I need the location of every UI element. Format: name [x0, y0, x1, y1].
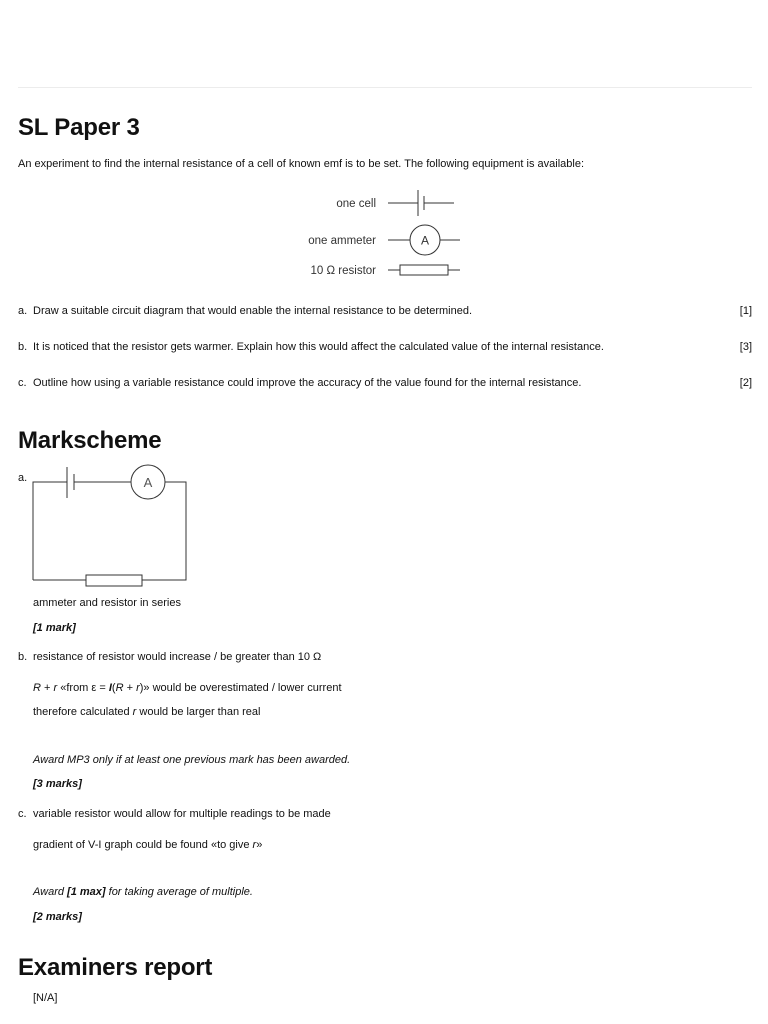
- markscheme-a-letter: a.: [18, 472, 28, 484]
- markscheme-a-marks: [1 mark]: [33, 622, 76, 634]
- question-text: It is noticed that the resistor gets warmer. Explain how this would affect the calculated value of the internal resistance.: [33, 341, 604, 353]
- cell-label: one cell: [336, 198, 376, 210]
- ammeter-letter: A: [143, 475, 153, 490]
- question-marks: [2]: [739, 377, 752, 389]
- markscheme-b-letter: b.: [18, 651, 28, 663]
- question-a: [18, 305, 752, 317]
- markscheme-c-line1: variable resistor would allow for multiple readings to be made: [33, 808, 331, 820]
- ammeter-label: one ammeter: [308, 235, 376, 247]
- markscheme-c-letter: c.: [18, 808, 27, 820]
- markscheme-b-line3: therefore calculated r would be larger than real: [33, 706, 261, 718]
- markscheme-b-marks: [3 marks]: [33, 778, 82, 790]
- markscheme-c-note: Award [1 max] for taking average of multiple.: [33, 886, 253, 898]
- question-letter: c.: [18, 377, 27, 389]
- question-text: Outline how using a variable resistance could improve the accuracy of the value found for the internal resistance.: [33, 377, 582, 389]
- top-divider: [18, 87, 752, 88]
- examiners-report-heading: Examiners report: [18, 954, 213, 981]
- question-marks: [1]: [739, 305, 752, 317]
- question-text: Draw a suitable circuit diagram that would enable the internal resistance to be determined.: [33, 305, 473, 317]
- markscheme-b-line1: resistance of resistor would increase / be greater than 10 Ω: [33, 651, 322, 663]
- resistor-label: 10 Ω resistor: [310, 265, 376, 277]
- cell-symbol-icon: [388, 190, 454, 216]
- question-intro: An experiment to find the internal resistance of a cell of known emf is to be set. The following equipment is available:: [18, 158, 584, 170]
- question-c: [18, 377, 752, 389]
- circuit-wire-right: [142, 482, 186, 580]
- equipment-figure: [280, 185, 480, 285]
- question-b: [18, 341, 752, 353]
- markscheme-heading: Markscheme: [18, 427, 162, 454]
- question-letter: a.: [18, 305, 28, 317]
- circuit-wire-left: [33, 482, 67, 580]
- question-marks: [3]: [739, 341, 752, 353]
- resistor-icon: [86, 575, 142, 586]
- question-letter: b.: [18, 341, 28, 353]
- examiners-report-text: [N/A]: [33, 992, 58, 1004]
- markscheme-b-line2: R + r «from ε = I(R + r)» would be overestimated / lower current: [33, 682, 342, 694]
- markscheme-b-note: Award MP3 only if at least one previous mark has been awarded.: [33, 754, 351, 766]
- markscheme-c-marks: [2 marks]: [33, 911, 82, 923]
- resistor-symbol-icon: [388, 265, 460, 275]
- ammeter-symbol-letter: A: [420, 233, 430, 248]
- page-title: SL Paper 3: [18, 114, 140, 141]
- markscheme-c-line2: gradient of V-I graph could be found «to give r»: [33, 839, 263, 851]
- markscheme-a-line: ammeter and resistor in series: [33, 597, 181, 609]
- circuit-diagram: [31, 462, 191, 592]
